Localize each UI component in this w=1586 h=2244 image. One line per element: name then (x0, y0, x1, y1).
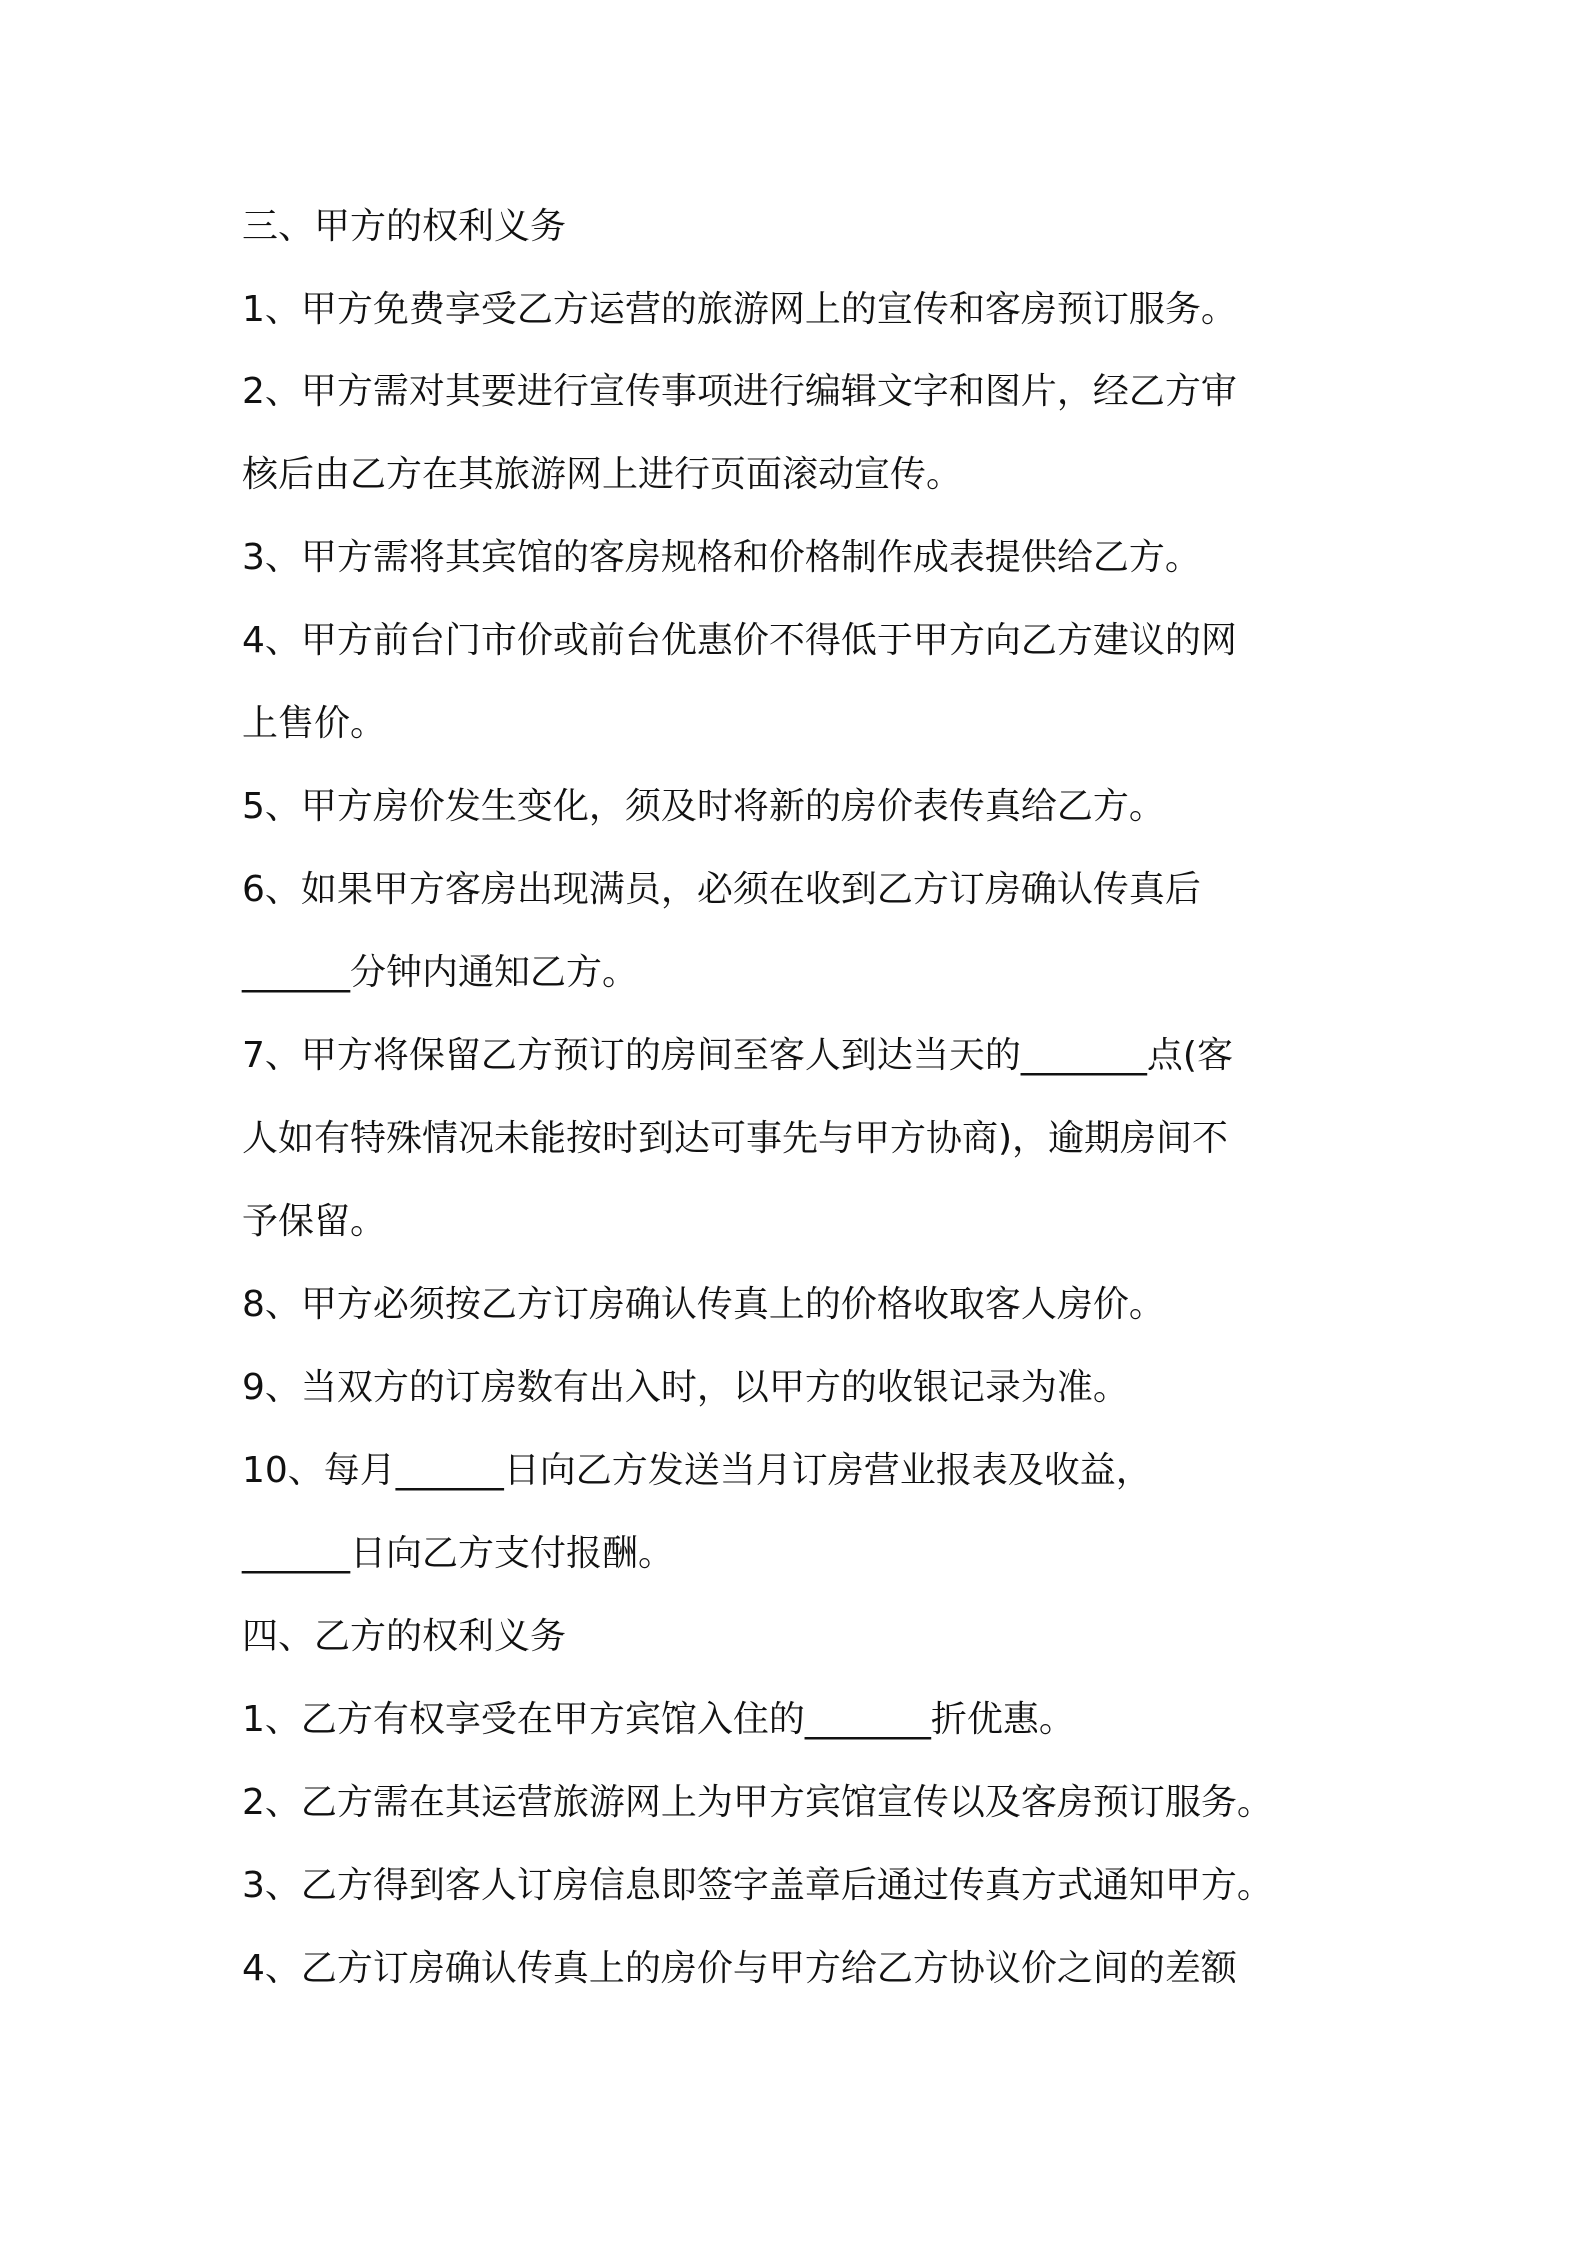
clause-a-7: 7、甲方将保留乙方预订的房间至客人到达当天的_______点(客 (242, 1035, 1233, 1076)
clause-a-10-cont: ______日向乙方支付报酬。 (242, 1533, 675, 1574)
clause-a-8: 8、甲方必须按乙方订房确认传真上的价格收取客人房价。 (242, 1284, 1165, 1325)
clause-b-2: 2、乙方需在其运营旅游网上为甲方宾馆宣传以及客房预订服务。 (242, 1782, 1273, 1823)
clause-a-2-cont: 核后由乙方在其旅游网上进行页面滚动宣传。 (242, 454, 963, 495)
clause-a-3: 3、甲方需将其宾馆的客房规格和价格制作成表提供给乙方。 (242, 537, 1201, 578)
clause-a-1: 1、甲方免费享受乙方运营的旅游网上的宣传和客房预订服务。 (242, 289, 1237, 330)
clause-a-7-cont: 人如有特殊情况未能按时到达可事先与甲方协商)，逾期房间不 (242, 1118, 1229, 1159)
clause-a-6: 6、如果甲方客房出现满员，必须在收到乙方订房确认传真后 (242, 869, 1201, 910)
clause-b-4: 4、乙方订房确认传真上的房价与甲方给乙方协议价之间的差额 (242, 1948, 1237, 1989)
clause-b-3: 3、乙方得到客人订房信息即签字盖章后通过传真方式通知甲方。 (242, 1865, 1273, 1906)
clause-a-5: 5、甲方房价发生变化，须及时将新的房价表传真给乙方。 (242, 786, 1165, 827)
clause-a-4-cont: 上售价。 (242, 703, 387, 744)
section-heading-party-b: 四、乙方的权利义务 (242, 1616, 567, 1657)
clause-a-2: 2、甲方需对其要进行宣传事项进行编辑文字和图片，经乙方审 (242, 371, 1237, 412)
clause-a-4: 4、甲方前台门市价或前台优惠价不得低于甲方向乙方建议的网 (242, 620, 1237, 661)
clause-b-1: 1、乙方有权享受在甲方宾馆入住的_______折优惠。 (242, 1699, 1075, 1740)
clause-a-7-cont-2: 予保留。 (242, 1201, 387, 1242)
clause-a-9: 9、当双方的订房数有出入时，以甲方的收银记录为准。 (242, 1367, 1129, 1408)
clause-a-6-cont: ______分钟内通知乙方。 (242, 952, 639, 993)
section-heading-party-a: 三、甲方的权利义务 (242, 206, 567, 247)
clause-a-10: 10、每月______日向乙方发送当月订房营业报表及收益， (242, 1450, 1152, 1491)
